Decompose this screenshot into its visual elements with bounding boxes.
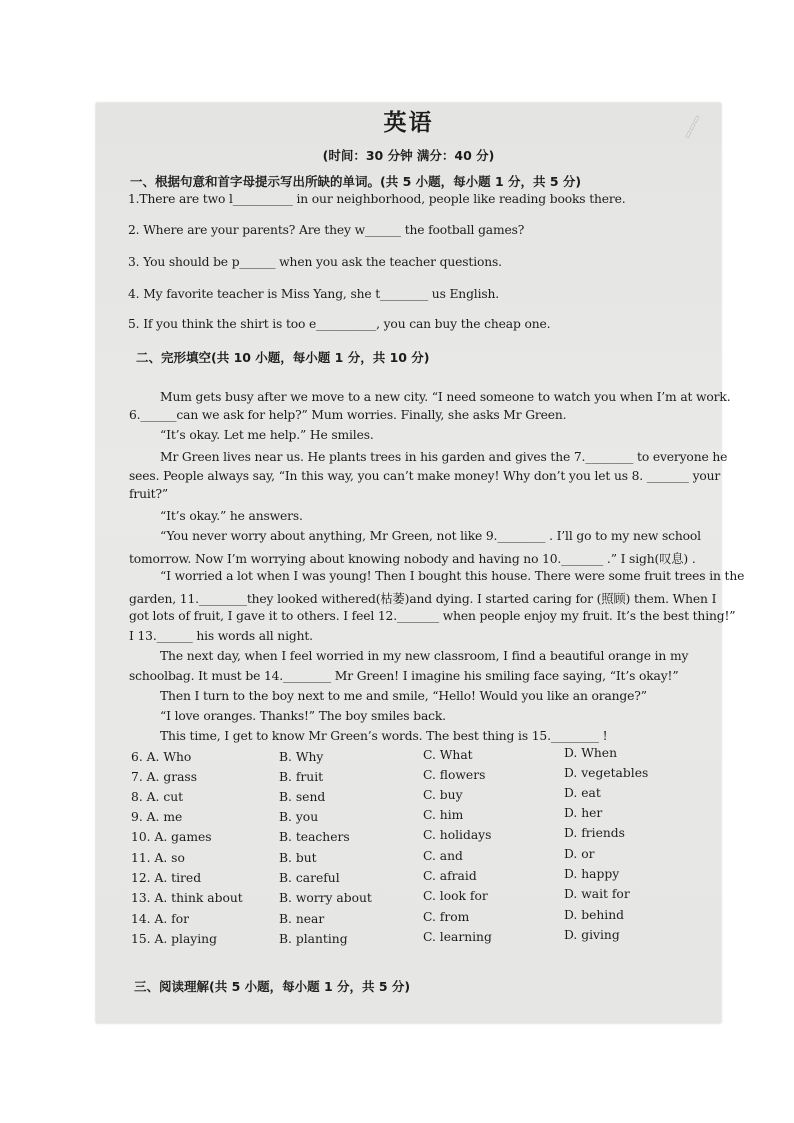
option-d: D. eat <box>564 786 601 800</box>
passage-line: “It’s okay.” he answers. <box>160 509 303 523</box>
passage-line: garden, 11.________they looked withered(枯萎)and dying. I started caring for (照顾) them. When I <box>129 592 717 606</box>
option-c: C. What <box>423 748 473 762</box>
passage-line: sees. People always say, “In this way, you can’t make money! Why don’t you let us 8. _______ your <box>129 469 721 483</box>
part3-heading: 三、阅读理解(共 5 小题，每小题 1 分，共 5 分) <box>134 979 411 994</box>
option-b: B. you <box>279 810 319 824</box>
option-d: D. vegetables <box>564 766 649 780</box>
option-d: D. or <box>564 847 595 861</box>
option-b: B. but <box>279 851 317 865</box>
option-c: C. learning <box>423 930 492 944</box>
option-d: D. behind <box>564 908 625 922</box>
option-a: 10. A. games <box>131 830 212 844</box>
passage-line: I 13.______ his words all night. <box>129 629 313 643</box>
passage-line: “I worried a lot when I was young! Then I bought this house. There were some fruit trees in the <box>160 569 745 583</box>
part1-question: 1.There are two l__________ in our neighborhood, people like reading books there. <box>128 192 626 206</box>
option-c: C. flowers <box>423 768 486 782</box>
option-c: C. look for <box>423 889 488 903</box>
option-b: B. teachers <box>279 830 350 844</box>
option-a: 13. A. think about <box>131 891 243 905</box>
passage-line: tomorrow. Now I’m worrying about knowing nobody and having no 10._______ .” I sigh(叹息) . <box>129 552 696 566</box>
option-d: D. wait for <box>564 887 630 901</box>
passage-line: schoolbag. It must be 14.________ Mr Green! I imagine his smiling face saying, “It’s okay!” <box>129 669 679 683</box>
passage-line: Mum gets busy after we move to a new city. “I need someone to watch you when I’m at work. <box>160 390 731 404</box>
option-c: C. holidays <box>423 828 492 842</box>
option-a: 15. A. playing <box>131 932 217 946</box>
option-c: C. buy <box>423 788 463 802</box>
option-a: 11. A. so <box>131 851 185 865</box>
option-c: C. him <box>423 808 464 822</box>
option-d: D. When <box>564 746 617 760</box>
passage-line: The next day, when I feel worried in my new classroom, I find a beautiful orange in my <box>160 649 689 663</box>
option-d: D. her <box>564 806 603 820</box>
passage-line: This time, I get to know Mr Green’s words. The best thing is 15.________ ! <box>160 729 608 743</box>
option-d: D. happy <box>564 867 620 881</box>
faint-stamp-mark: ▭▭▭ <box>682 113 704 141</box>
passage-line: Then I turn to the boy next to me and smile, “Hello! Would you like an orange?” <box>160 689 647 703</box>
option-b: B. near <box>279 912 325 926</box>
part1-question: 5. If you think the shirt is too e__________, you can buy the cheap one. <box>128 317 551 331</box>
option-c: C. from <box>423 910 470 924</box>
option-a: 7. A. grass <box>131 770 198 784</box>
option-b: B. planting <box>279 932 348 946</box>
option-b: B. Why <box>279 750 324 764</box>
option-c: C. afraid <box>423 869 477 883</box>
paper-title: 英语 <box>383 109 434 136</box>
option-d: D. friends <box>564 826 625 840</box>
option-d: D. giving <box>564 928 620 942</box>
option-b: B. worry about <box>279 891 372 905</box>
option-b: B. careful <box>279 871 340 885</box>
passage-line: “It’s okay. Let me help.” He smiles. <box>160 428 374 442</box>
option-b: B. fruit <box>279 770 324 784</box>
passage-line: “I love oranges. Thanks!” The boy smiles back. <box>160 709 446 723</box>
option-a: 12. A. tired <box>131 871 202 885</box>
part1-question: 3. You should be p______ when you ask the teacher questions. <box>128 255 502 269</box>
part1-question: 2. Where are your parents? Are they w______ the football games? <box>128 223 525 237</box>
part2-heading: 二、完形填空(共 10 小题，每小题 1 分，共 10 分) <box>136 350 430 365</box>
passage-line: “You never worry about anything, Mr Green, not like 9.________ . I’ll go to my new school <box>160 529 701 543</box>
option-a: 6. A. Who <box>131 750 192 764</box>
option-b: B. send <box>279 790 326 804</box>
option-a: 14. A. for <box>131 912 189 926</box>
passage-line: fruit?” <box>129 487 169 501</box>
paper-subtitle: (时间：30 分钟 满分：40 分) <box>322 148 495 163</box>
passage-line: Mr Green lives near us. He plants trees in his garden and gives the 7.________ to everyone he <box>160 450 728 464</box>
passage-line: got lots of fruit, I gave it to others. I feel 12._______ when people enjoy my fruit. It’s the best thing!” <box>129 609 736 623</box>
option-a: 9. A. me <box>131 810 183 824</box>
part1-heading: 一、根据句意和首字母提示写出所缺的单词。(共 5 小题，每小题 1 分，共 5 分) <box>130 174 582 189</box>
option-a: 8. A. cut <box>131 790 184 804</box>
option-c: C. and <box>423 849 463 863</box>
passage-line: 6.______can we ask for help?” Mum worries. Finally, she asks Mr Green. <box>129 408 567 422</box>
part1-question: 4. My favorite teacher is Miss Yang, she t________ us English. <box>128 287 500 301</box>
